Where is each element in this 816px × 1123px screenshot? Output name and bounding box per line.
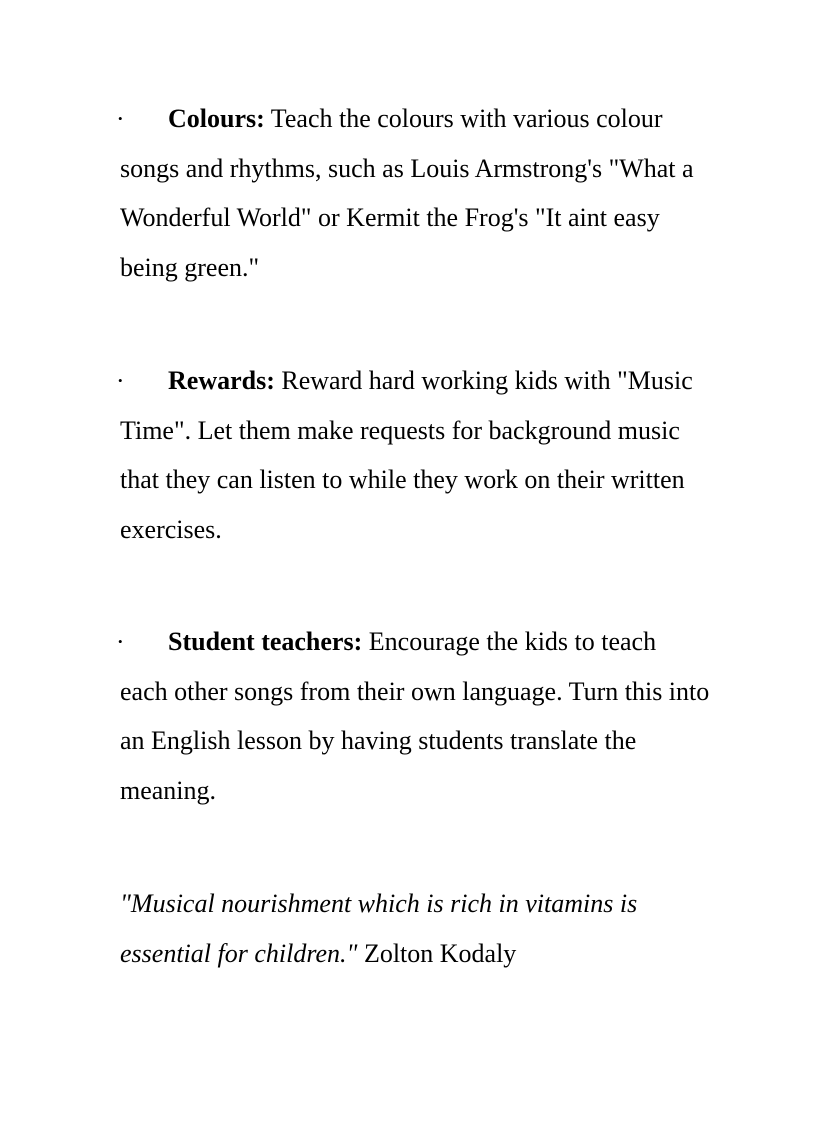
quote-block — [120, 879, 710, 978]
bullet-term: Colours: — [168, 104, 265, 133]
bullet-icon: • — [118, 634, 123, 649]
bullet-icon: • — [118, 111, 123, 126]
bullet-text: Encourage the kids to teach each other songs from their own language. Turn this into an English lesson by having students translate the meaning. — [120, 627, 710, 805]
quote-text: "Musical nourishment which is rich in vitamins is essential for children." — [120, 889, 638, 968]
bullet-item-student-teachers — [120, 617, 710, 815]
bullet-icon: • — [118, 373, 123, 388]
bullet-item-rewards — [120, 356, 710, 554]
bullet-text: Reward hard working kids with "Music Time". Let them make requests for background music that they can listen to while they work on their written exercises. — [120, 366, 693, 544]
bullet-text: Teach the colours with various colour songs and rhythms, such as Louis Armstrong's "What a Wonderful World" or Kermit the Frog's "It aint easy being green." — [120, 104, 694, 282]
quote-author: Zolton Kodaly — [357, 938, 517, 968]
bullet-term: Rewards: — [168, 366, 275, 395]
bullet-term: Student teachers: — [168, 627, 363, 656]
bullet-item-colours — [120, 94, 710, 292]
